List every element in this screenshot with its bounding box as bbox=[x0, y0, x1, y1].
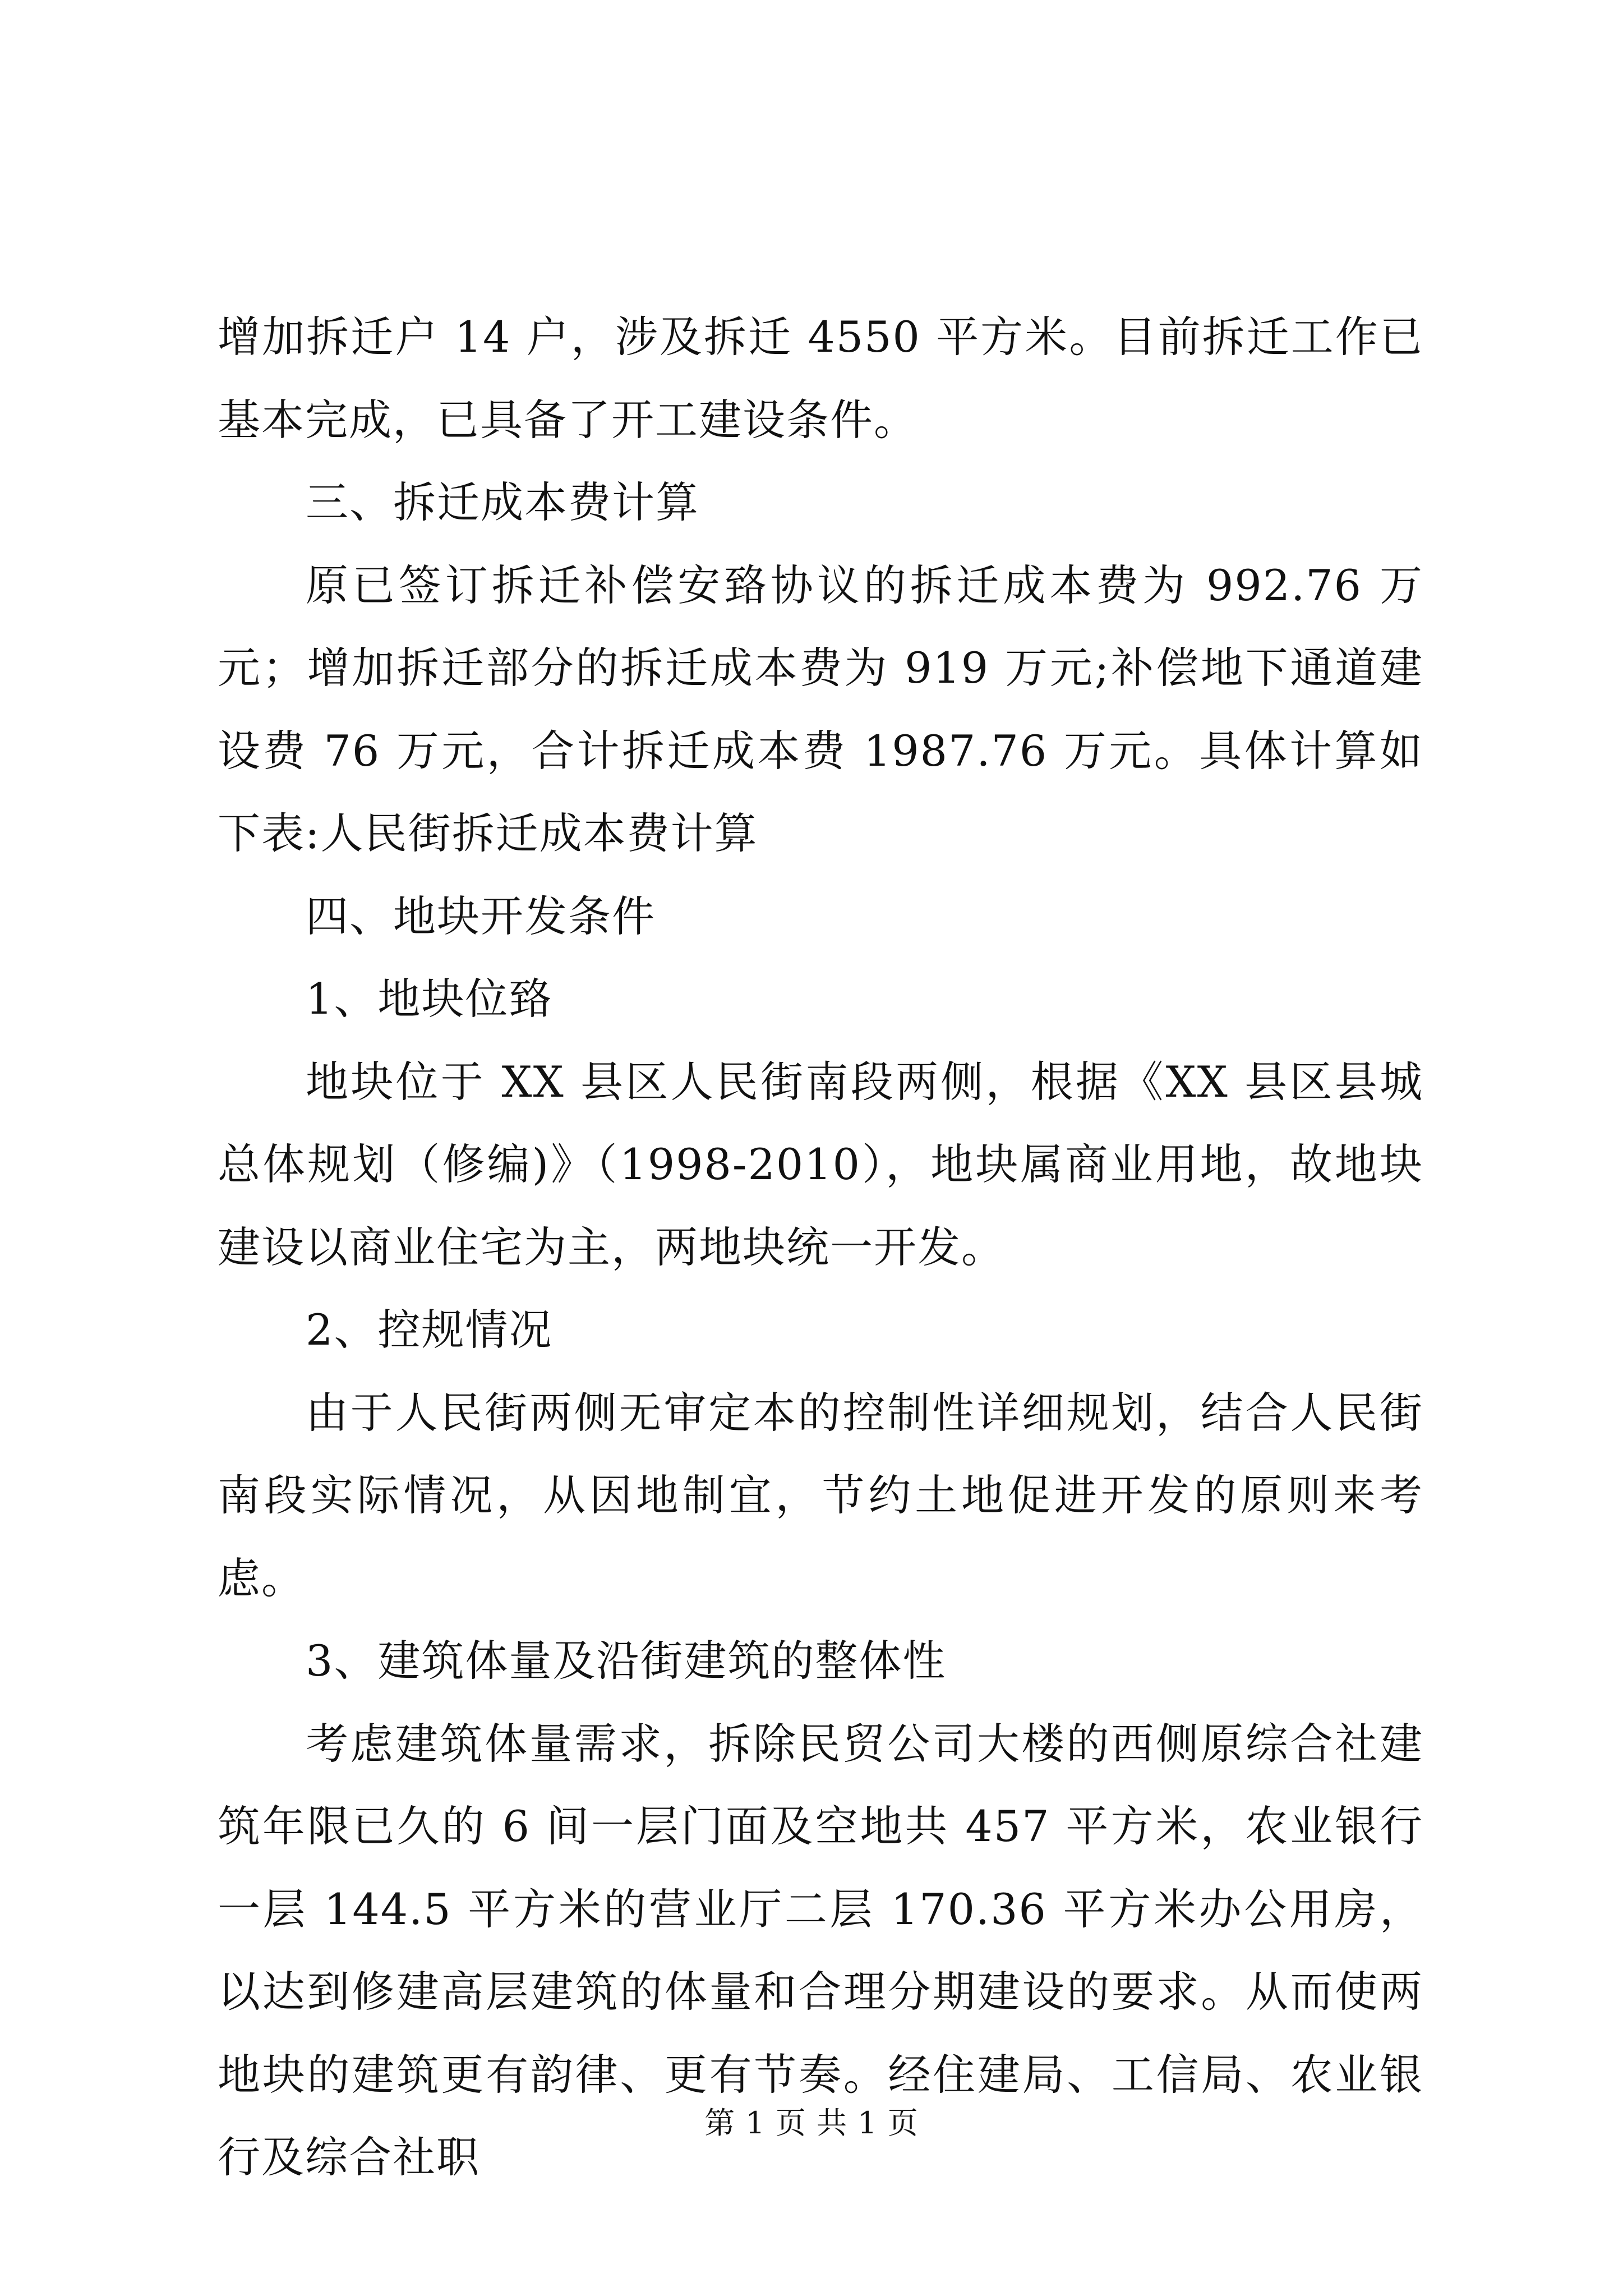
paragraph: 由于人民街两侧无审定本的控制性详细规划，结合人民街南段实际情况，从因地制宜，节约土地促进开发的原则来考虑。 bbox=[218, 1387, 1423, 1603]
paragraph: 考虑建筑体量需求，拆除民贸公司大楼的西侧原综合社建筑年限已久的 6 间一层门面及空地共 457 平方米，农业银行一层 144.5 平方米的营业厅二层 170.36 平方米办公用房，以达到修建高层建筑的体量和合理分期建设的要求。从而使两地块的建筑更有韵律、更有节奏。经住建局、工信局、农业银行及综合社职 bbox=[218, 1718, 1423, 2182]
section-heading: 四、地块开发条件 bbox=[306, 891, 656, 941]
subsection-heading: 1、地块位臵 bbox=[306, 974, 553, 1024]
subsection-heading: 3、建筑体量及沿街建筑的整体性 bbox=[306, 1636, 947, 1686]
page-footer: 第 1 页 共 1 页 bbox=[704, 2105, 919, 2141]
paragraph: 地块位于 XX 县区人民街南段两侧，根据《XX 县区县城总体规划（修编)》（1998-2010），地块属商业用地，故地块建设以商业住宅为主，两地块统一开发。 bbox=[218, 1056, 1423, 1272]
subsection-heading: 2、控规情况 bbox=[306, 1305, 553, 1355]
section-heading: 三、拆迁成本费计算 bbox=[306, 477, 699, 527]
document-body bbox=[218, 296, 1423, 2199]
paragraph: 原已签订拆迁补偿安臵协议的拆迁成本费为 992.76 万元；增加拆迁部分的拆迁成本费为 919 万元;补偿地下通道建设费 76 万元，合计拆迁成本费 1987.76 万元。具体计算如下表:人民街拆迁成本费计算 bbox=[218, 560, 1423, 858]
paragraph: 增加拆迁户 14 户，涉及拆迁 4550 平方米。目前拆迁工作已基本完成，已具备了开工建设条件。 bbox=[218, 312, 1423, 445]
